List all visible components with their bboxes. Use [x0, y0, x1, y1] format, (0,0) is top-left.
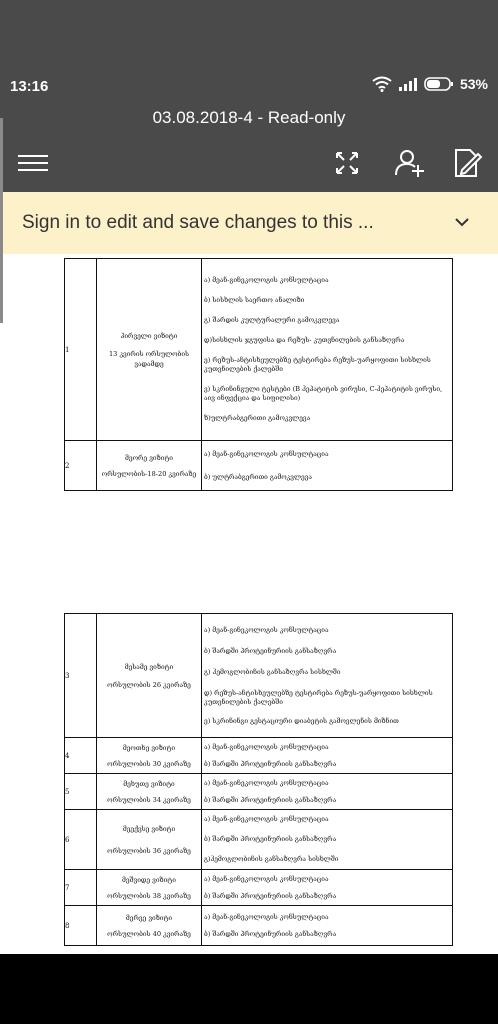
visit-cell — [97, 738, 202, 774]
service-item: ბ) სისხლის საერთო ანალიზი — [204, 296, 305, 304]
sign-in-banner[interactable] — [0, 192, 498, 254]
visit-cell — [97, 774, 202, 810]
table-row — [65, 870, 453, 906]
table-row — [65, 614, 453, 738]
visit-period: 13 კვირის ორსულობის ვადამდე — [108, 349, 190, 368]
service-item: ბ) შარდში პროტეინურიის განსაზღვრა — [204, 891, 337, 900]
visit-cell — [97, 810, 202, 870]
service-item: ა) მეან-გინეკოლოგის კონსულტაცია — [204, 874, 329, 883]
service-item: ბ) შარდში პროტეინურიის განსაზღვრა — [204, 646, 337, 655]
visit-cell — [97, 870, 202, 906]
services-cell — [202, 614, 453, 738]
services-cell — [202, 441, 453, 491]
visit-period: ორსულობის 30 კვირაზე — [107, 759, 191, 768]
table-row — [65, 810, 453, 870]
row-number: 8 — [65, 906, 97, 946]
service-item: გ) შარდის კულტურალური გამოკვლევა — [204, 316, 340, 324]
service-item: ა) მეან-გინეკოლოგის კონსულტაცია — [204, 778, 329, 787]
service-item: დ) რეზუს-ანტისხეულებზე ტესტირება რეზუს-უარყოფითი სისხლის კუთვნილების ქალებში — [204, 688, 433, 706]
visits-table-part-1 — [64, 258, 453, 491]
visit-title: მეშვიდე ვიზიტი — [122, 875, 176, 884]
visit-title: მერვე ვიზიტი — [125, 913, 173, 922]
visit-period: ორსულობის 26 კვირაზე — [107, 680, 191, 689]
edit-document-icon[interactable] — [450, 146, 484, 180]
service-item: ა) მეან-გინეკოლოგის კონსულტაცია — [204, 742, 329, 751]
service-item: ბ) ულტრაბგერითი გამოკვლევა — [204, 472, 312, 481]
visit-period: ორსულობის 38 კვირაზე — [107, 891, 191, 900]
service-item: ზ)ულტრაბგერითი გამოკვლევა — [204, 414, 311, 422]
services-cell — [202, 870, 453, 906]
services-cell — [202, 738, 453, 774]
document-page-2 — [0, 564, 498, 954]
document-page-1 — [0, 254, 498, 564]
table-row — [65, 774, 453, 810]
service-item: გ)ჰემოგლობინის განსაზღვრა სისხლში — [204, 855, 339, 863]
app-toolbar — [0, 134, 498, 192]
fullscreen-icon[interactable] — [330, 146, 364, 180]
visit-cell — [97, 906, 202, 946]
row-number: 7 — [65, 870, 97, 906]
visit-period: ორსულობის-18-20 კვირაზე — [101, 469, 197, 478]
row-number: 5 — [65, 774, 97, 810]
service-item: ა) მეან-გინეკოლოგის კონსულტაცია — [204, 276, 329, 284]
visit-cell — [97, 614, 202, 738]
service-item: ა) მეან-გინეკოლოგის კონსულტაცია — [204, 449, 329, 458]
visit-cell — [97, 259, 202, 441]
visit-period: ორსულობის 34 კვირაზე — [107, 795, 191, 804]
menu-icon[interactable] — [16, 146, 50, 180]
visit-title: მეორე ვიზიტი — [125, 453, 173, 462]
row-number: 3 — [65, 614, 97, 738]
share-person-icon[interactable] — [392, 146, 426, 180]
service-item: ე) სკრინინგი გესტაციური დიაბეტის გამოვლენის მიზნით — [204, 716, 399, 725]
service-item: ა) მეან-გინეკოლოგის კონსულტაცია — [204, 912, 329, 921]
visit-title: მეოთხე ვიზიტი — [122, 743, 176, 752]
visits-table-part-2 — [64, 613, 453, 946]
table-row — [65, 738, 453, 774]
service-item: ვ) სკრინინგული ტესტები (B ჰეპატიტის ვირუსი, C-ჰეპატიტის ვირუსი, აივ ინფექცია და სიფილისი) — [204, 385, 443, 402]
services-cell — [202, 906, 453, 946]
battery-percent: 53% — [459, 76, 488, 92]
services-cell — [202, 774, 453, 810]
sign-in-banner-text: Sign in to edit and save changes to this ... — [22, 212, 374, 233]
service-item: ბ) შარდში პროტეინურიის განსაზღვრა — [204, 835, 337, 843]
chevron-down-icon[interactable] — [454, 214, 470, 230]
visit-period: ორსულობის 36 კვირაზე — [107, 846, 191, 855]
visit-title: მეხუთე ვიზიტი — [123, 779, 175, 788]
table-row — [65, 906, 453, 946]
row-number: 1 — [65, 259, 97, 441]
row-number: 6 — [65, 810, 97, 870]
row-number: 4 — [65, 738, 97, 774]
battery-icon — [424, 77, 454, 91]
navigation-bar — [0, 954, 498, 1024]
document-title: 03.08.2018-4 - Read-only — [0, 102, 498, 134]
service-item: ე) რეზუს-ანტისხეულებზე ტესტირება რეზუს-უარყოფითი სისხლის კუთვნილების ქალებში — [204, 356, 431, 373]
visit-period: ორსულობის 40 კვირაზე — [107, 929, 191, 938]
visit-title: მესამე ვიზიტი — [124, 662, 174, 671]
visit-title: მეექვსე ვიზიტი — [122, 824, 176, 833]
visit-title: პირველი ვიზიტი — [120, 331, 178, 340]
services-cell — [202, 259, 453, 441]
wifi-icon — [372, 76, 392, 92]
service-item: დ)სისხლის ჯგუფისა და რეზუს- კუთვნილების განსაზღვრა — [204, 336, 405, 344]
document-view[interactable] — [0, 254, 498, 954]
service-item: ა) მეან-გინეკოლოგის კონსულტაცია — [204, 625, 329, 634]
status-time: 13:16 — [10, 78, 49, 95]
service-item: გ) ჰემოგლობინის განსაზღვრა სისხლში — [204, 667, 341, 676]
signal-icon — [398, 77, 418, 91]
row-number: 2 — [65, 441, 97, 491]
table-row — [65, 441, 453, 491]
service-item: ბ) შარდში პროტეინურიის განსაზღვრა — [204, 759, 337, 768]
services-cell — [202, 810, 453, 870]
service-item: ბ) შარდში პროტეინურიის განსაზღვრა — [204, 929, 337, 938]
table-row — [65, 259, 453, 441]
status-bar — [0, 0, 498, 102]
visit-cell — [97, 441, 202, 491]
edge-indicator — [0, 118, 3, 323]
service-item: ბ) შარდში პროტეინურიის განსაზღვრა — [204, 795, 337, 804]
service-item: ა) მეან-გინეკოლოგის კონსულტაცია — [204, 815, 329, 823]
status-icons — [372, 76, 488, 92]
